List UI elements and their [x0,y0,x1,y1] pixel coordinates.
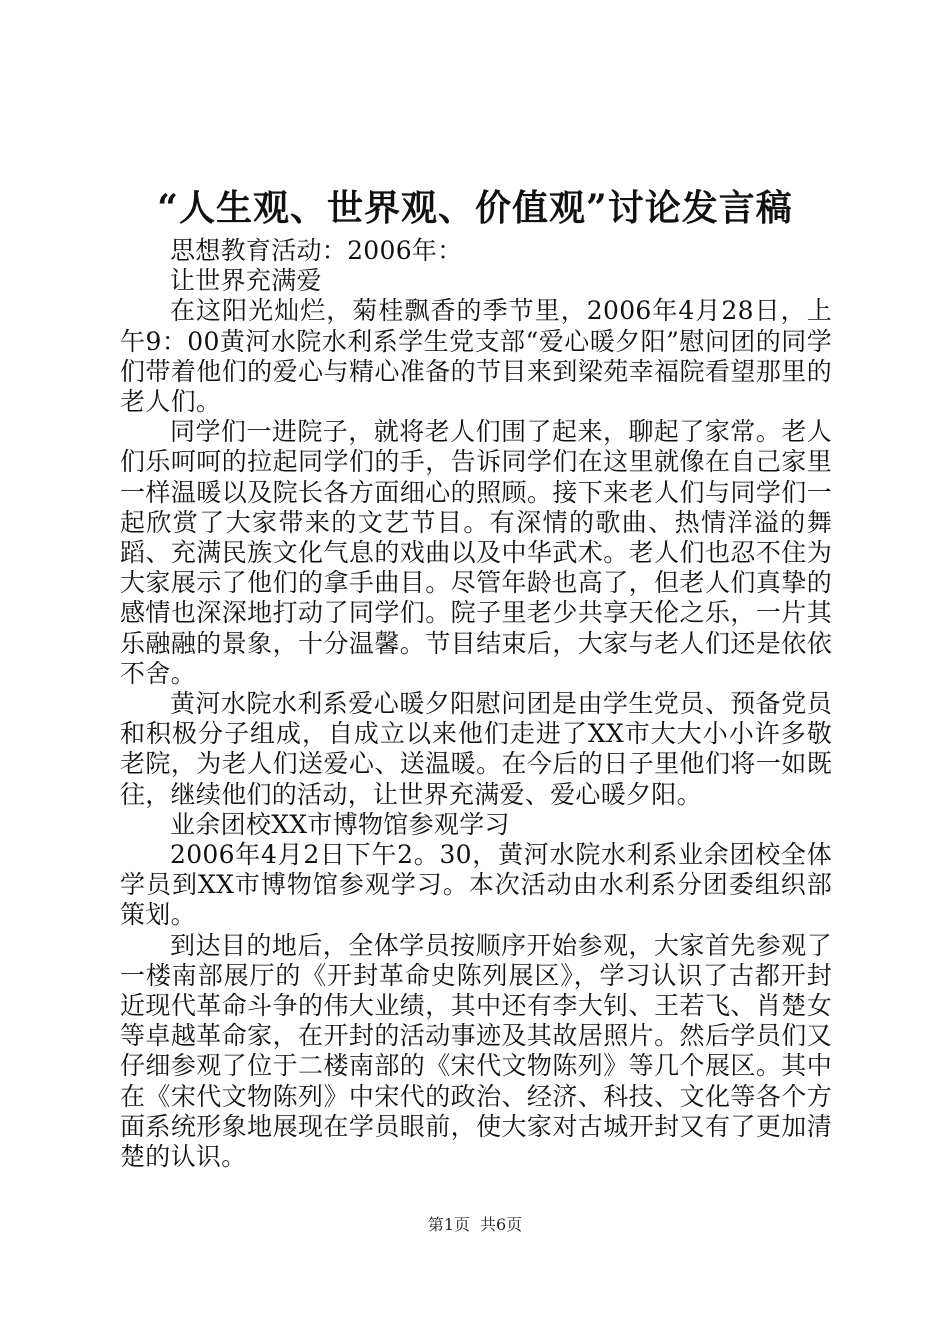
paragraph-activity-heading: 思想教育活动：2006年： [170,236,463,265]
paragraph-section-heading: 让世界充满爱 [170,266,322,296]
page-total: 共6页 [480,1215,523,1234]
paragraph-section-heading: 业余团校XX市博物馆参观学习 [170,809,510,839]
paragraph: 2006年4月2日下午2。30，黄河水院水利系业余团校全体学员到XX市博物馆参观学习。本次活动由水利系分团委组织部策划。 [120,840,832,930]
document-body [120,236,832,1172]
page-footer [0,1213,950,1237]
paragraph: 在这阳光灿烂，菊桂飘香的季节里，2006年4月28日，上午9：00黄河水院水利系学生党支部“爱心暖夕阳”慰问团的同学们带着他们的爱心与精心准备的节目来到梁苑幸福院看望那里的老人们。 [120,296,832,417]
document-title: “人生观、世界观、价值观”讨论发言稿 [157,187,793,229]
paragraph: 到达目的地后，全体学员按顺序开始参观，大家首先参观了一楼南部展厅的《开封革命史陈列展区》，学习认识了古都开封近现代革命斗争的伟大业绩，其中还有李大钊、王若飞、肖楚女等卓越革命家，在开封的活动事迹及其故居照片。然后学员们又仔细参观了位于二楼南部的《宋代文物陈列》等几个展区。其中在《宋代文物陈列》中宋代的政治、经济、科技、文化等各个方面系统形象地展现在学员眼前，使大家对古城开封又有了更加清楚的认识。 [120,930,832,1172]
page-number: 第1页 [427,1215,470,1234]
paragraph: 同学们一进院子，就将老人们围了起来，聊起了家常。老人们乐呵呵的拉起同学们的手，告诉同学们在这里就像在自己家里一样温暖以及院长各方面细心的照顾。接下来老人们与同学们一起欣赏了大家带来的文艺节目。有深情的歌曲、热情洋溢的舞蹈、充满民族文化气息的戏曲以及中华武术。老人们也忍不住为大家展示了他们的拿手曲目。尽管年龄也高了，但老人们真挚的感情也深深地打动了同学们。院子里老少共享天伦之乐，一片其乐融融的景象，十分温馨。节目结束后，大家与老人们还是依依不舍。 [120,417,832,688]
paragraph: 黄河水院水利系爱心暖夕阳慰问团是由学生党员、预备党员和积极分子组成，自成立以来他们走进了XX市大大小小许多敬老院，为老人们送爱心、送温暖。在今后的日子里他们将一如既往，继续他们的活动，让世界充满爱、爱心暖夕阳。 [120,689,832,809]
